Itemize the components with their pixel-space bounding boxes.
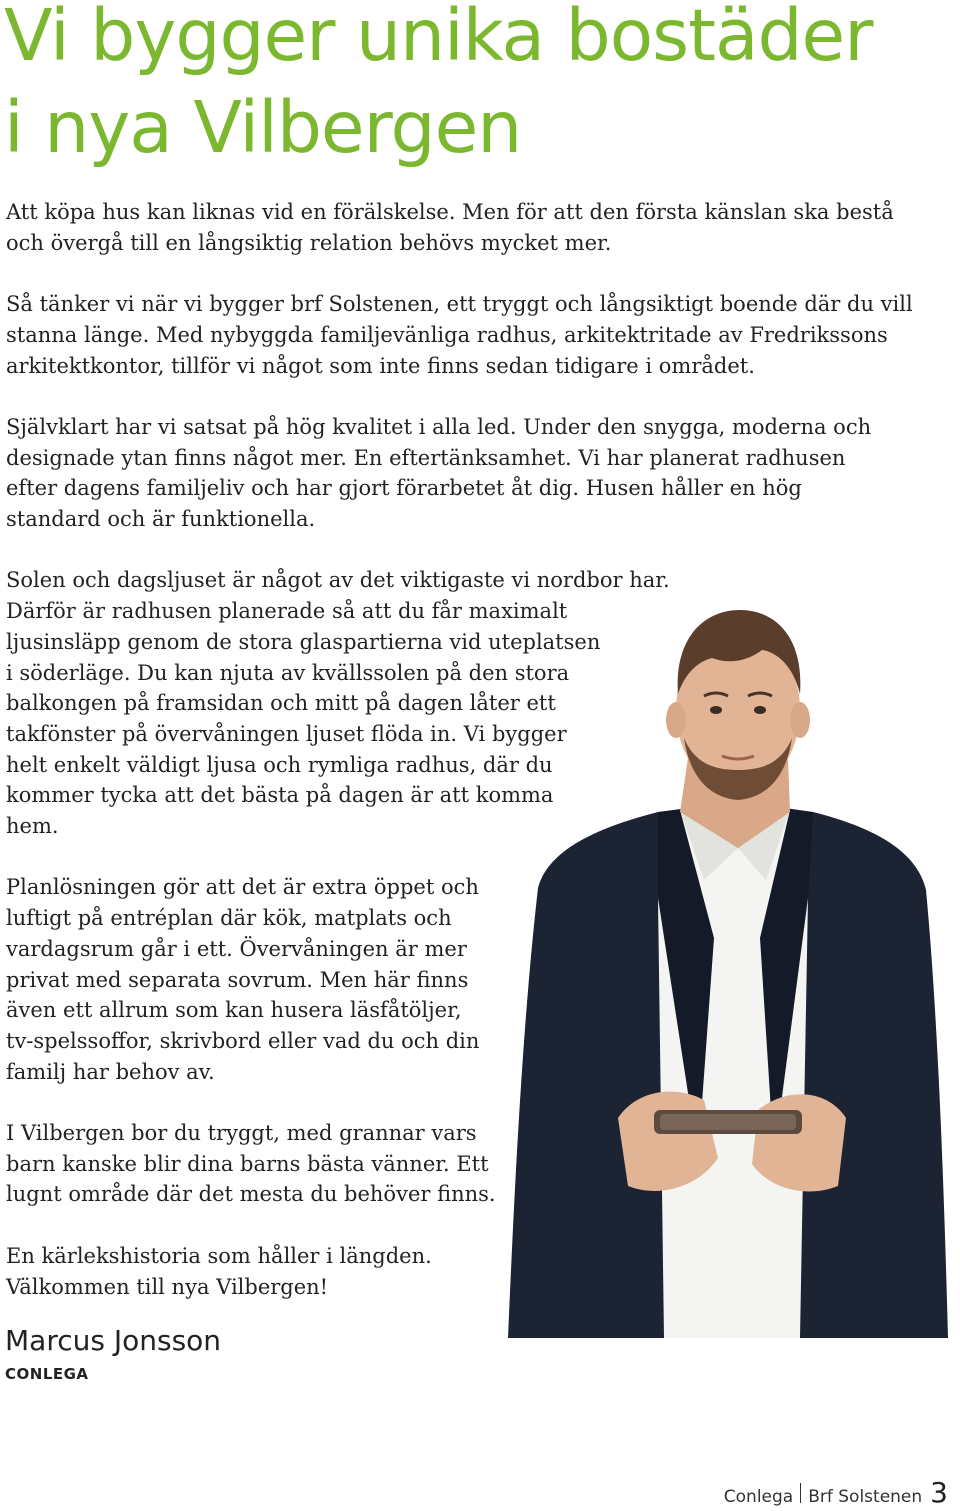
text-line: luftigt på entréplan där kök, matplats och — [6, 906, 452, 931]
signature-company: CONLEGA — [5, 1365, 89, 1383]
text-line: ljusinsläpp genom de stora glaspartierna vid uteplatsen — [6, 629, 601, 654]
page-number: 3 — [930, 1476, 948, 1509]
text-line: En kärlekshistoria som håller i längden. — [6, 1243, 432, 1268]
signature-name: Marcus Jonsson — [5, 1324, 222, 1357]
text-line: Självklart har vi satsat på hög kvalitet i alla led. Under den snygga, moderna och — [6, 414, 872, 439]
text-line: takfönster på övervåningen ljuset flöda in. Vi bygger — [6, 721, 567, 746]
text-line: Solen och dagsljuset är något av det viktigaste vi nordbor har. — [6, 568, 670, 593]
text-line: familj har behov av. — [6, 1059, 215, 1084]
text-line: tv-spelssoffor, skrivbord eller vad du och din — [6, 1028, 480, 1053]
footer-brand: Conlega — [723, 1487, 794, 1507]
paragraph-solstenen — [6, 289, 913, 381]
text-line: stanna länge. Med nybyggda familjevänliga radhus, arkitektritade av Fredrikssons — [6, 322, 888, 347]
text-line: även ett allrum som kan husera läsfåtöljer, — [6, 998, 462, 1023]
text-line: I Vilbergen bor du tryggt, med grannar vars — [6, 1121, 477, 1146]
text-line: Att köpa hus kan liknas vid en förälskelse. Men för att den första känslan ska bestå — [6, 200, 894, 224]
text-line: vardagsrum går i ett. Övervåningen är mer — [6, 936, 467, 961]
text-line: barn kanske blir dina barns bästa vänner. Ett — [6, 1151, 489, 1176]
text-line: Välkommen till nya Vilbergen! — [6, 1274, 329, 1299]
text-line: i söderläge. Du kan njuta av kvällssolen på den stora — [6, 660, 570, 685]
text-line: balkongen på framsidan och mitt på dagen låter ett — [6, 691, 556, 716]
page-headline — [4, 0, 872, 174]
right-hand — [752, 1094, 846, 1191]
text-line: hem. — [6, 814, 59, 839]
text-line: Därför är radhusen planerade så att du får maximalt — [6, 599, 568, 624]
portrait-photo — [508, 598, 948, 1338]
text-line: designade ytan finns något mer. En eftertänksamhet. Vi har planerat radhusen — [6, 445, 846, 470]
headline-line-2: i nya Vilbergen — [4, 86, 522, 169]
text-line: Planlösningen gör att det är extra öppet och — [6, 875, 479, 900]
paragraph-intro — [6, 197, 894, 258]
text-line: efter dagens familjeliv och har gjort förarbetet åt dig. Husen håller en hög — [6, 476, 802, 501]
text-line: och övergå till en långsiktig relation behövs mycket mer. — [6, 230, 612, 255]
text-line: Så tänker vi när vi bygger brf Solstenen, ett tryggt och långsiktigt boende där du vill — [6, 292, 913, 317]
text-line: helt enkelt väldigt ljusa och rymliga radhus, där du — [6, 752, 553, 777]
text-line: privat med separata sovrum. Men här finns — [6, 967, 469, 992]
text-line: lugnt område där det mesta du behöver finns. — [6, 1182, 496, 1207]
text-line: kommer tycka att det bästa på dagen är att komma — [6, 783, 554, 808]
text-line: arkitektkontor, tillför vi något som inte finns sedan tidigare i området. — [6, 353, 755, 378]
signature-block — [5, 1322, 221, 1386]
footer-divider — [800, 1483, 801, 1503]
footer-publication: Brf Solstenen — [808, 1487, 923, 1507]
text-line: standard och är funktionella. — [6, 507, 316, 531]
headline-line-1: Vi bygger unika bostäder — [4, 0, 873, 77]
paragraph-quality — [6, 412, 872, 535]
page-footer — [724, 1476, 948, 1509]
